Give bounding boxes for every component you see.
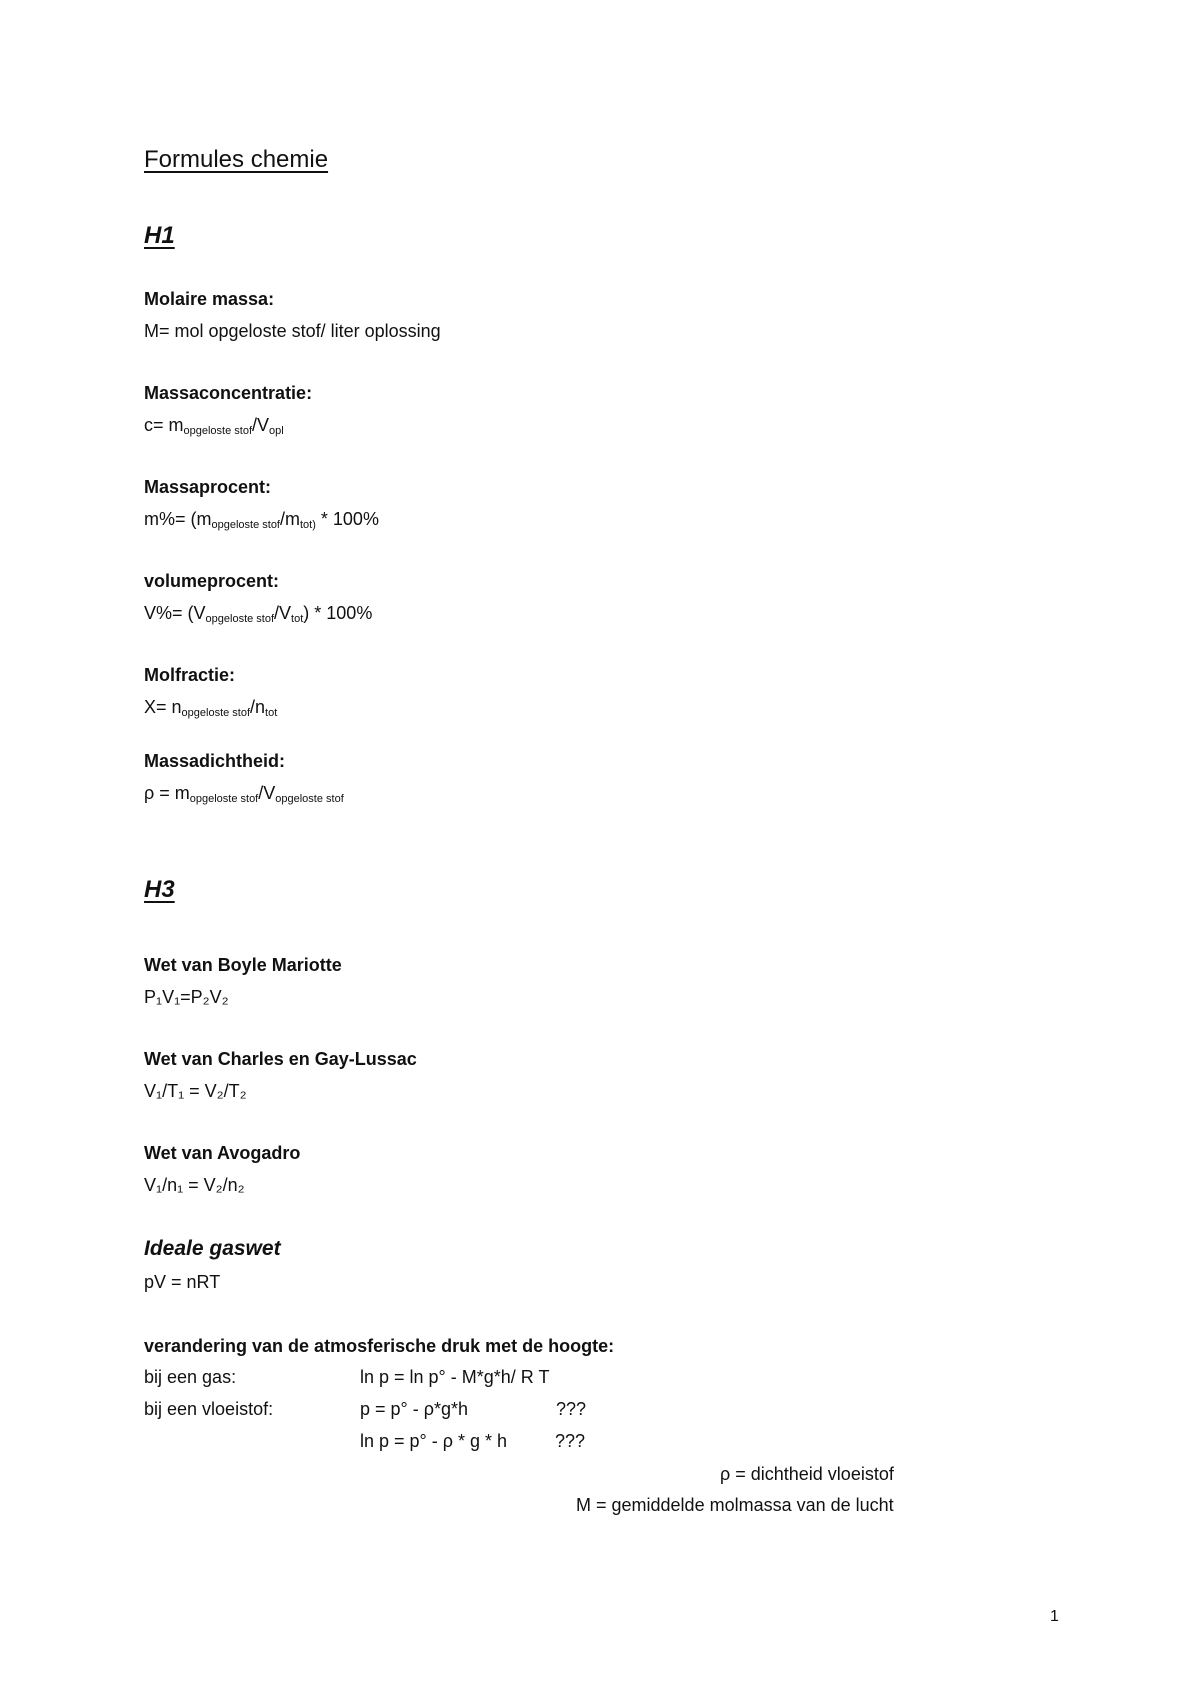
label-druk-hoogte: verandering van de atmosferische druk met de hoogte: <box>144 1336 615 1356</box>
note-molmassa: M = gemiddelde molmassa van de lucht <box>576 1495 894 1515</box>
label-charles-gay-lussac: Wet van Charles en Gay-Lussac <box>144 1049 417 1069</box>
label-volumeprocent: volumeprocent: <box>144 571 280 591</box>
label-molfractie: Molfractie: <box>144 665 236 685</box>
page-title: Formules chemie <box>144 146 329 173</box>
section-heading-h1: H1 <box>144 222 175 249</box>
label-ideale-gaswet: Ideale gaswet <box>144 1237 281 1260</box>
formula-charles-gay-lussac: V₁/T₁ = V₂/T₂ <box>144 1081 247 1101</box>
question-marks-2: ??? <box>555 1431 586 1451</box>
section-heading-h3: H3 <box>144 876 175 903</box>
note-dichtheid: ρ = dichtheid vloeistof <box>720 1464 894 1484</box>
label-avogadro: Wet van Avogadro <box>144 1143 301 1163</box>
label-bij-gas: bij een gas: <box>144 1367 237 1387</box>
question-marks-1: ??? <box>556 1399 587 1419</box>
formula-boyle-mariotte: P₁V₁=P₂V₂ <box>144 987 229 1007</box>
formula-massaconcentratie: $c= m_{opgeloste stof}/V_{opl}$ <box>144 415 284 437</box>
formula-molfractie: $X= n_{opgeloste stof}/n_{tot}$ <box>144 697 278 719</box>
formula-avogadro: V₁/n₁ = V₂/n₂ <box>144 1175 245 1195</box>
formula-massadichtheid: $\rho = m_{opgeloste stof}/V_{opgeloste stof}$ <box>144 783 344 805</box>
formula-bij-gas: ln p = ln p° - M*g*h/ R T <box>360 1367 550 1387</box>
label-massaprocent: Massaprocent: <box>144 477 272 497</box>
formula-volumeprocent: $V\%= (V_{opgeloste stof}/V_{tot}) * 100\%$ <box>144 603 373 625</box>
formula-massaprocent: $m\%= (m_{opgeloste stof}/m_{tot)} * 100\%$ <box>144 509 379 531</box>
formula-bij-vloeistof-1: p = p° - ρ*g*h <box>360 1399 468 1419</box>
label-massadichtheid: Massadichtheid: <box>144 751 286 771</box>
label-molaire-massa: Molaire massa: <box>144 289 275 309</box>
formula-ideale-gaswet: pV = nRT <box>144 1272 221 1292</box>
page-number: 1 <box>1050 1608 1059 1625</box>
formula-bij-vloeistof-2: ln p = p° - ρ * g * h <box>360 1431 508 1451</box>
formula-molaire-massa: M= mol opgeloste stof/ liter oplossing <box>144 321 441 341</box>
label-massaconcentratie: Massaconcentratie: <box>144 383 313 403</box>
label-bij-vloeistof: bij een vloeistof: <box>144 1399 274 1419</box>
label-boyle-mariotte: Wet van Boyle Mariotte <box>144 955 342 975</box>
